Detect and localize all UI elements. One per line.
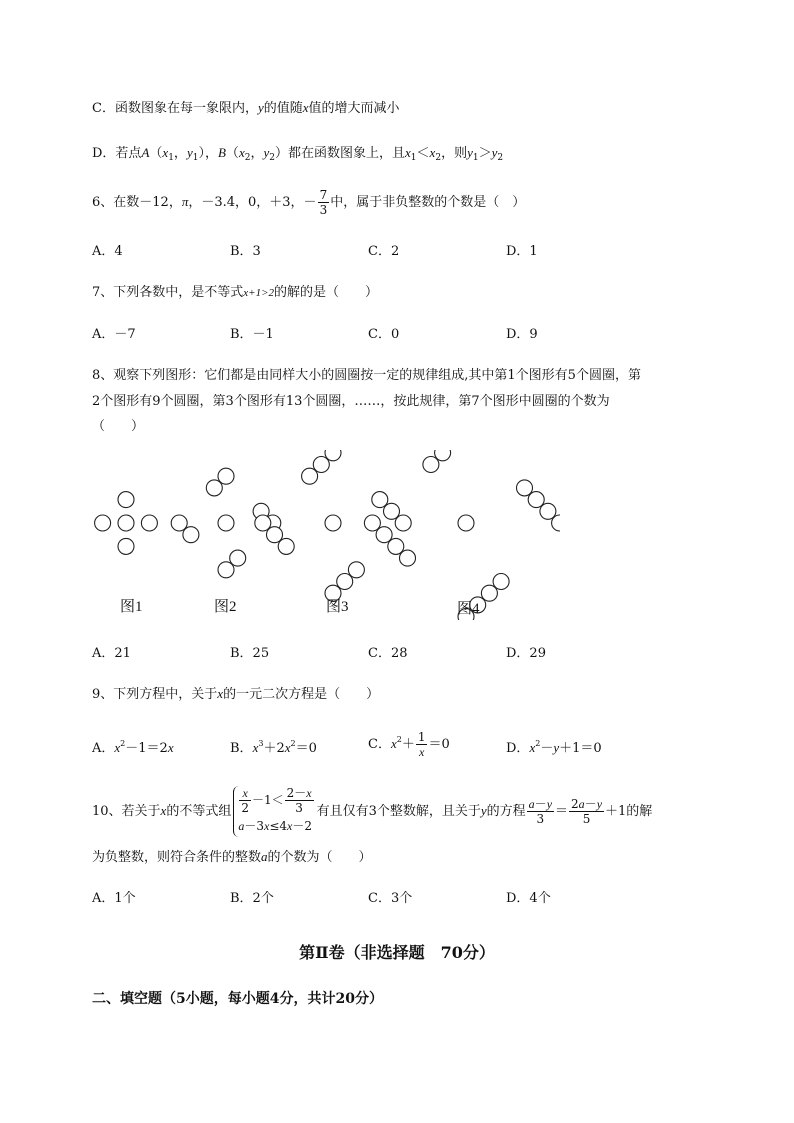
figure-3-circle-1	[395, 515, 411, 531]
figure-4-circle-16	[493, 574, 509, 590]
circle-pattern-figure	[80, 450, 560, 620]
q9-option-b: B．$x^3+2x^2=0$	[230, 739, 317, 756]
q7-inequality: x+1>2	[243, 287, 275, 299]
q9-options	[92, 730, 712, 764]
q7-option-b: B．－1	[230, 327, 274, 342]
q8-options	[92, 644, 712, 664]
figure-2-circle-8	[230, 550, 246, 566]
q10-option-d: D．4个	[506, 891, 551, 906]
q6-middle: ，－3.4，0，＋3，－	[188, 195, 317, 210]
q10-suffix: 的解	[626, 804, 653, 819]
q10-mid-2: 有且仅有3个整数解，且关于	[316, 804, 481, 819]
q9-option-c: C．$x^2+$ $\frac{1}{x}$ ＝0	[368, 730, 450, 759]
q6-option-b: B．3	[230, 244, 261, 259]
question-7	[92, 283, 378, 303]
q6-option-c: C．2	[368, 244, 400, 259]
q9-option-d: D．$x^2-y+1=0$	[506, 739, 602, 756]
q6-options	[92, 242, 712, 262]
figure-4-circle-8	[423, 457, 439, 473]
figure-4-circle-4	[517, 480, 533, 496]
figure-3-caption: 图3	[326, 599, 349, 615]
q8-line-2: 2个图形有9个圆圈，第3个图形有13个圆圈，……，按此规律，第7个图形中圆圈的个数为	[92, 394, 610, 409]
q9-variable: x	[217, 686, 224, 701]
q6-suffix: 中，属于非负整数的个数是（ ）	[330, 195, 526, 210]
q8-line-1: 8、观察下列图形：它们都是由同样大小的圆圈按一定的规律组成,其中第1个图形有5个圆圈，第	[92, 368, 641, 383]
q7-prefix: 7、下列各数中，是不等式	[92, 285, 244, 300]
q10-line-2	[92, 847, 372, 868]
figure-3-circle-8	[267, 527, 283, 543]
q10-line2-suffix: 的个数为（ ）	[267, 850, 372, 865]
figure-3-circle-7	[255, 515, 271, 531]
q9-prefix: 9、下列方程中，关于	[92, 687, 218, 702]
figure-2-circle-6	[183, 527, 199, 543]
figure-4-circle-0	[458, 515, 474, 531]
figure-1-caption: 图1	[120, 599, 143, 615]
figure-4-circle-9	[364, 515, 380, 531]
q6-option-a: A．4	[92, 244, 123, 259]
q10-mid-1: 的不等式组	[166, 804, 232, 819]
q6-option-d: D．1	[506, 244, 538, 259]
figure-2-circle-0	[218, 515, 234, 531]
q10-option-c: C．3个	[368, 891, 413, 906]
figure-4-circle-15	[481, 585, 497, 601]
figure-2-circle-5	[171, 515, 187, 531]
option-d-middle: 都在函数图象上，且	[288, 146, 406, 161]
question-6	[92, 188, 525, 217]
q7-options	[92, 325, 712, 345]
figure-2-circle-4	[206, 480, 222, 496]
q7-option-c: C．0	[368, 327, 400, 342]
q6-prefix: 6、在数－12，	[92, 195, 182, 210]
figure-3-circle-0	[325, 515, 341, 531]
figure-3-circle-3	[372, 492, 388, 508]
q10-var-a: a	[261, 849, 268, 864]
q8-line-3: （ ）	[92, 419, 145, 434]
figure-4-circle-10	[376, 527, 392, 543]
option-d-line: D．若点$A(x_1$，$y_1$），$B(x_2$，$y_2$）都在函数图象上，且$x_1<x_2$，则$y_1>y_2$	[92, 145, 504, 163]
figure-3-circle-9	[278, 538, 294, 554]
q10-option-a: A．1个	[92, 891, 136, 906]
figure-4-circle-3	[528, 492, 544, 508]
figure-4-circle-12	[400, 550, 416, 566]
question-9	[92, 684, 379, 705]
pi-symbol: π	[181, 194, 189, 209]
figure-4-caption: 图4	[457, 601, 480, 617]
q10-prefix: 10、若关于	[92, 804, 161, 819]
q10-option-b: B．2个	[230, 891, 274, 906]
fill-in-section-title: 二、填空题（5小题，每小题4分，共计20分）	[92, 991, 383, 1007]
figure-2-circle-3	[218, 468, 234, 484]
q8-option-a: A．21	[92, 646, 131, 661]
fraction-7-3: $\frac{7}{3}$	[319, 188, 328, 217]
figure-4-circle-2	[540, 503, 556, 519]
circle-diagram	[80, 450, 560, 620]
figure-1-circle-0	[118, 515, 134, 531]
inequality-system: $\frac{x}{2}$ －1＜ $\frac{2-x}{3}$ a－3x≤4x－2	[233, 786, 314, 837]
q10-line2-text: 为负整数，则符合条件的整数	[92, 850, 262, 865]
figure-3-circle-6	[302, 468, 318, 484]
figure-3-circle-5	[313, 457, 329, 473]
figure-3-circle-11	[337, 574, 353, 590]
figure-4-circle-11	[388, 538, 404, 554]
section-title: 第Ⅱ卷（非选择题 70分）	[299, 943, 495, 962]
figure-3-circle-12	[348, 562, 364, 578]
option-c-line: C．函数图象在每一象限内，y的值随x值的增大而减小	[92, 100, 400, 116]
option-d-prefix: D．若点	[92, 146, 142, 161]
q8-option-d: D．29	[506, 646, 546, 661]
q10-mid-3: 的方程	[486, 804, 526, 819]
equation-right: $\frac{2a-y}{5}$	[571, 797, 603, 826]
figure-1-circle-1	[141, 515, 157, 531]
figure-3-circle-2	[384, 503, 400, 519]
q8-option-c: C．28	[368, 646, 408, 661]
figure-2-caption: 图2	[214, 599, 237, 615]
q9-suffix: 的一元二次方程是（ ）	[223, 687, 380, 702]
q7-option-d: D．9	[506, 327, 538, 342]
q9-option-a: A．$x^2-1=2x$	[92, 739, 174, 756]
option-d-then: ，则	[441, 146, 468, 161]
question-10: 10、若关于x的不等式组 $\frac{x}{2}$ －1＜ $\frac{2-x}{3}$ a－3x≤4x－2 有且仅有3个整数解，且关于y的方程 $\frac{a-y}{3}$ ＝ $\frac{2a-y}{5}$ ＋1的解	[92, 782, 652, 840]
figure-1-circle-3	[95, 515, 111, 531]
figure-2-circle-7	[218, 562, 234, 578]
q7-suffix: 的解的是（ ）	[274, 285, 379, 300]
equation-left: $\frac{a-y}{3}$	[528, 797, 553, 826]
q8-option-b: B．25	[230, 646, 270, 661]
q10-options	[92, 889, 712, 909]
q7-option-a: A．－7	[92, 327, 136, 342]
figure-1-circle-2	[118, 492, 134, 508]
figure-1-circle-4	[118, 538, 134, 554]
